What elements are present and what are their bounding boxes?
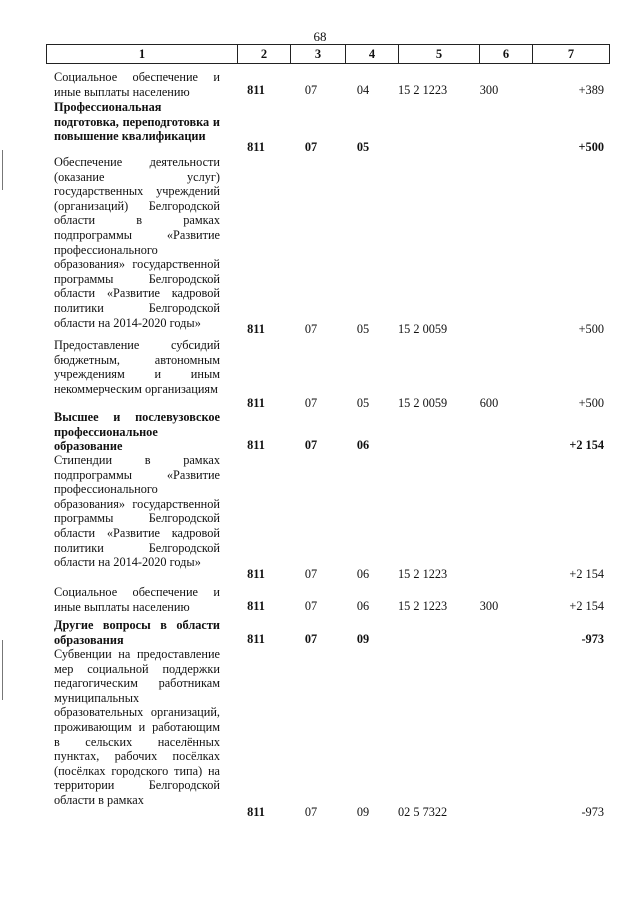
cell-ministry: 811 (247, 632, 265, 646)
cell-target: 15 2 1223 (398, 83, 448, 97)
row-description: Высшее и послевузовское профессиональное образование (54, 410, 220, 454)
cell-ministry: 811 (247, 438, 265, 452)
row-description: Социальное обеспечение и иные выплаты населению (54, 70, 220, 99)
row-description: Социальное обеспечение и иные выплаты населению (54, 585, 220, 614)
cell-ministry: 811 (247, 396, 265, 410)
cell-section: 07 (304, 83, 318, 97)
scan-margin-mark (2, 640, 3, 700)
cell-target: 15 2 0059 (398, 396, 448, 410)
cell-subsection: 05 (356, 396, 370, 410)
cell-subsection: 09 (356, 805, 370, 819)
header-col-3: 3 (291, 45, 346, 64)
cell-expense-type: 600 (479, 396, 499, 410)
cell-amount: +2 154 (569, 599, 604, 613)
cell-amount: +500 (578, 140, 604, 154)
cell-expense-type: 300 (479, 83, 499, 97)
header-col-1: 1 (47, 45, 238, 64)
cell-amount: +500 (578, 396, 604, 410)
cell-section: 07 (304, 396, 318, 410)
cell-ministry: 811 (247, 599, 265, 613)
cell-amount: +389 (578, 83, 604, 97)
row-description: Профессиональная подготовка, переподготовка и повышение квалификации (54, 100, 220, 144)
cell-subsection: 05 (356, 140, 370, 154)
cell-target: 15 2 1223 (398, 567, 448, 581)
cell-ministry: 811 (247, 567, 265, 581)
header-col-5: 5 (399, 45, 480, 64)
cell-section: 07 (304, 599, 318, 613)
cell-subsection: 09 (356, 632, 370, 646)
cell-ministry: 811 (247, 140, 265, 154)
cell-subsection: 06 (356, 599, 370, 613)
header-col-7: 7 (533, 45, 610, 64)
row-description: Обеспечение деятельности (оказание услуг) государственных учреждений (организаций) Белгородской области в рамках подпрограммы «Развитие профессионального образования» государственной программы Белгородской области «Развитие кадровой политики Белгородской области на 2014-2020 годы» (54, 155, 220, 330)
cell-section: 07 (304, 438, 318, 452)
cell-subsection: 05 (356, 322, 370, 336)
row-description: Субвенции на предоставление мер социальной поддержки педагогическим работникам муниципальных образовательных организаций, проживающим и работающим в сельских населённых пунктах, рабочих посёлках (посёлках городского типа) на территории Белгородской области в рамках (54, 647, 220, 807)
cell-ministry: 811 (247, 83, 265, 97)
cell-ministry: 811 (247, 805, 265, 819)
cell-amount: +2 154 (569, 438, 604, 452)
cell-target: 15 2 1223 (398, 599, 448, 613)
row-description: Другие вопросы в области образования (54, 618, 220, 647)
row-description: Стипендии в рамках подпрограммы «Развитие профессионального образования» государственной программы Белгородской области «Развитие кадровой политики Белгородской области на 2014-2020 годы» (54, 453, 220, 570)
row-description: Предоставление субсидий бюджетным, автономным учреждениям и иным некоммерческим организациям (54, 338, 220, 396)
cell-subsection: 04 (356, 83, 370, 97)
cell-target: 15 2 0059 (398, 322, 448, 336)
cell-subsection: 06 (356, 438, 370, 452)
cell-section: 07 (304, 632, 318, 646)
cell-amount: -973 (581, 632, 604, 646)
cell-amount: +500 (578, 322, 604, 336)
cell-section: 07 (304, 805, 318, 819)
header-col-4: 4 (346, 45, 399, 64)
header-col-2: 2 (238, 45, 291, 64)
cell-subsection: 06 (356, 567, 370, 581)
cell-expense-type: 300 (479, 599, 499, 613)
cell-section: 07 (304, 322, 318, 336)
header-col-6: 6 (480, 45, 533, 64)
cell-section: 07 (304, 567, 318, 581)
cell-ministry: 811 (247, 322, 265, 336)
cell-amount: -973 (581, 805, 604, 819)
cell-section: 07 (304, 140, 318, 154)
cell-amount: +2 154 (569, 567, 604, 581)
scan-margin-mark (2, 150, 3, 190)
page-number: 68 (313, 29, 327, 44)
table-header (46, 44, 610, 64)
cell-target: 02 5 7322 (398, 805, 448, 819)
